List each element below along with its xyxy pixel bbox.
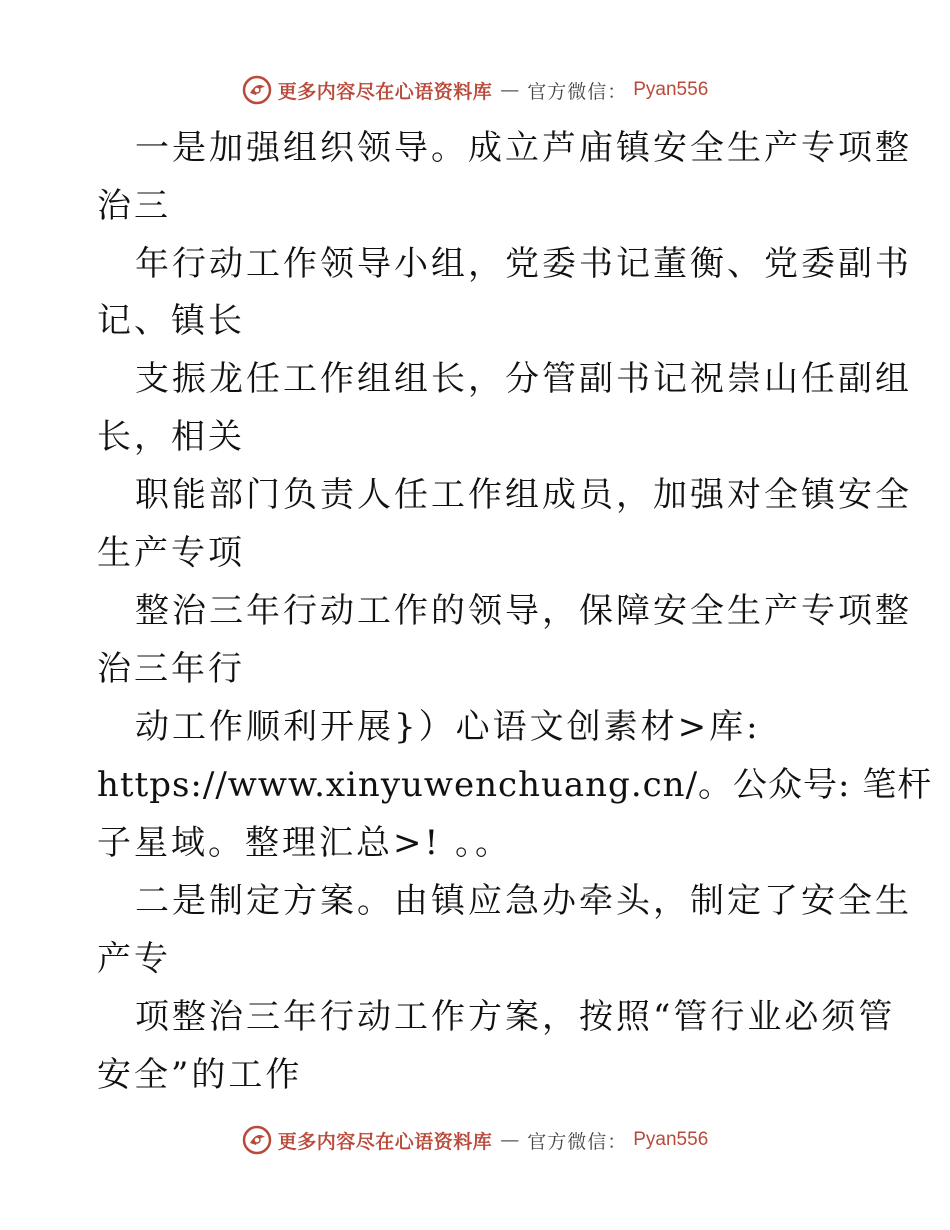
page-footer [0,1122,950,1158]
body-line: 动工作顺利开展}）心语文创素材>库: [135,707,761,747]
page-header [0,72,950,108]
body-line: 记、镇长 [97,301,245,341]
red-swirl-logo-icon [242,75,272,105]
body-line: 整治三年行动工作的领导，保障安全生产专项整 [135,591,912,631]
body-line: 年行动工作领导小组，党委书记董衡、党委副书 [135,244,912,284]
body-line: 支振龙任工作组组长，分管副书记祝崇山任副组 [135,359,912,399]
body-line: 治三 [97,186,171,226]
body-line: 生产专项 [97,533,245,573]
banner-wechat-label: 官方微信： [527,1130,628,1153]
body-line: 治三年行 [97,649,245,689]
red-swirl-logo-icon [242,1125,272,1155]
body-line: 项整治三年行动工作方案，按照“管行业必须管 [135,997,896,1037]
body-line: 安全”的工作 [97,1055,303,1095]
banner-wechat-label: 官方微信： [527,80,628,103]
banner-main-text: 更多内容尽在心语资料库 [277,80,493,103]
banner-dash: — [500,1129,520,1151]
body-line: 长，相关 [97,417,245,457]
body-line: 职能部门负责人任工作组成员，加强对全镇安全 [135,475,912,515]
banner-wechat-id: Pyan556 [633,1129,709,1150]
banner-wechat-id: Pyan556 [633,79,709,100]
banner-main-text: 更多内容尽在心语资料库 [277,1130,493,1153]
watermark-banner [242,1125,709,1155]
body-line: https://www.xinyuwenchuang.cn/。公众号: 笔杆 [97,765,933,805]
body-line: 一是加强组织领导。成立芦庙镇安全生产专项整 [135,128,912,168]
watermark-banner [242,75,709,105]
body-line: 子星域。整理汇总>! 。。 [97,823,512,863]
body-line: 二是制定方案。由镇应急办牵头，制定了安全生 [135,881,912,921]
banner-dash: — [500,79,520,101]
body-line: 产专 [97,939,171,979]
